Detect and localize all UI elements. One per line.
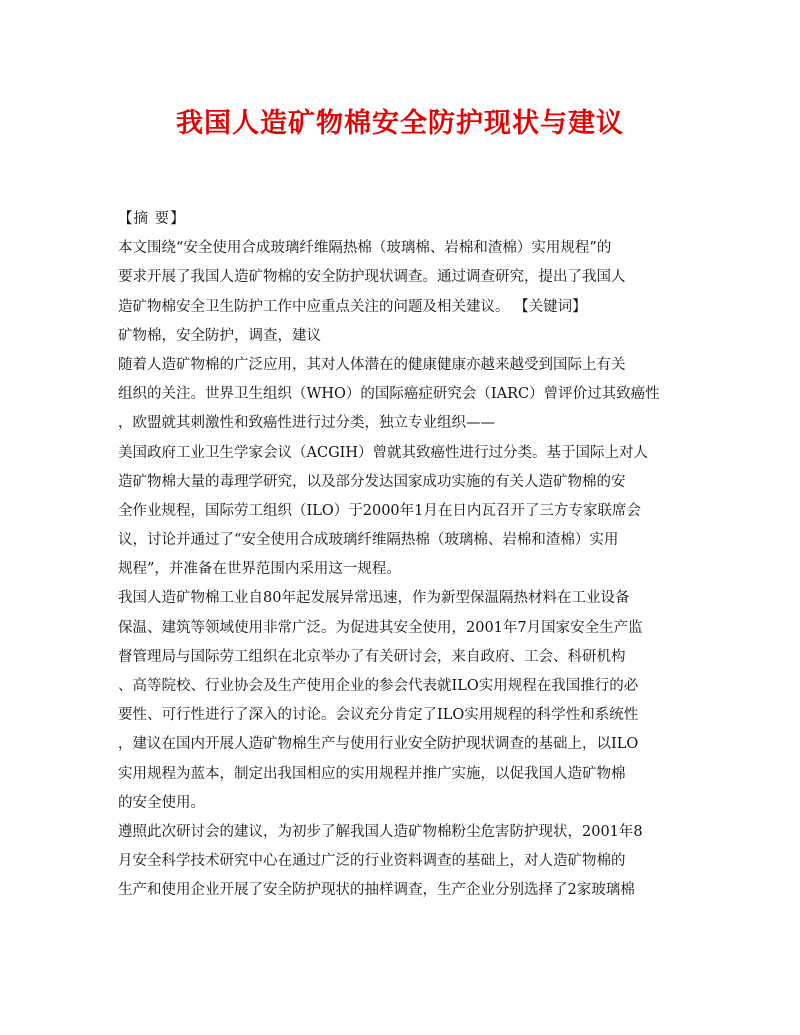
text-line: 遵照此次研讨会的建议，为初步了解我国人造矿物棉粉尘危害防护现状，2001年8 [118,823,643,840]
text-line: 规程”，并准备在世界范围内采用这一规程。 [118,561,401,578]
text-line: 要性、可行性进行了深入的讨论。会议充分肯定了ILO实用规程的科学性和系统性 [118,707,639,724]
text-line: 造矿物棉大量的毒理学研究，以及部分发达国家成功实施的有关人造矿物棉的安 [118,473,626,490]
text-line: 的安全使用。 [118,794,205,811]
text-line: 督管理局与国际劳工组织在北京举办了有关研讨会，来自政府、工会、科研机构 [118,648,626,665]
text-line: 本文围绕“安全使用合成玻璃纤维隔热棉（玻璃棉、岩棉和渣棉）实用规程”的 [118,240,612,257]
text-line: 我国人造矿物棉工业自80年起发展异常迅速，作为新型保温隔热材料在工业设备 [118,590,630,607]
text-line: ，建议在国内开展人造矿物棉生产与使用行业安全防护现状调查的基础上，以ILO [118,736,639,753]
text-line: 美国政府工业卫生学家会议（ACGIH）曾就其致癌性进行过分类。基于国际上对人 [118,444,649,461]
text-line: 造矿物棉安全卫生防护工作中应重点关注的问题及相关建议。 【关键词】 [118,298,587,315]
document-body [118,205,684,906]
text-line: 月安全科学技术研究中心在通过广泛的行业资料调查的基础上，对人造矿物棉的 [118,853,626,870]
keywords-line: 矿物棉，安全防护，调查，建议 [118,327,321,344]
text-line: 要求开展了我国人造矿物棉的安全防护现状调查。通过调查研究，提出了我国人 [118,269,626,286]
text-line: 随着人造矿物棉的广泛应用，其对人体潜在的健康健康亦越来越受到国际上有关 [118,356,626,373]
text-line: 全作业规程，国际劳工组织（ILO）于2000年1月在日内瓦召开了三方专家联席会 [118,502,641,519]
text-line: 保温、建筑等领域使用非常广泛。为促进其安全使用，2001年7月国家安全生产监 [118,619,643,636]
text-line: 、高等院校、行业协会及生产使用企业的参会代表就ILO实用规程在我国推行的必 [118,678,639,694]
abstract-heading: 【摘 要】 [118,211,186,227]
text-line: 组织的关注。世界卫生组织（WHO）的国际癌症研究会（IARC）曾评价过其致癌性 [118,386,660,403]
text-line: ，欧盟就其刺激性和致癌性进行过分类，独立专业组织—— [118,415,495,432]
text-line: 议，讨论并通过了“安全使用合成玻璃纤维隔热棉（玻璃棉、岩棉和渣棉）实用 [118,532,619,549]
document-title: 我国人造矿物棉安全防护现状与建议 [176,108,624,139]
text-line: 生产和使用企业开展了安全防护现状的抽样调查，生产企业分别选择了2家玻璃棉 [118,882,635,899]
text-line: 实用规程为蓝本，制定出我国相应的实用规程并推广实施，以促我国人造矿物棉 [118,765,626,782]
